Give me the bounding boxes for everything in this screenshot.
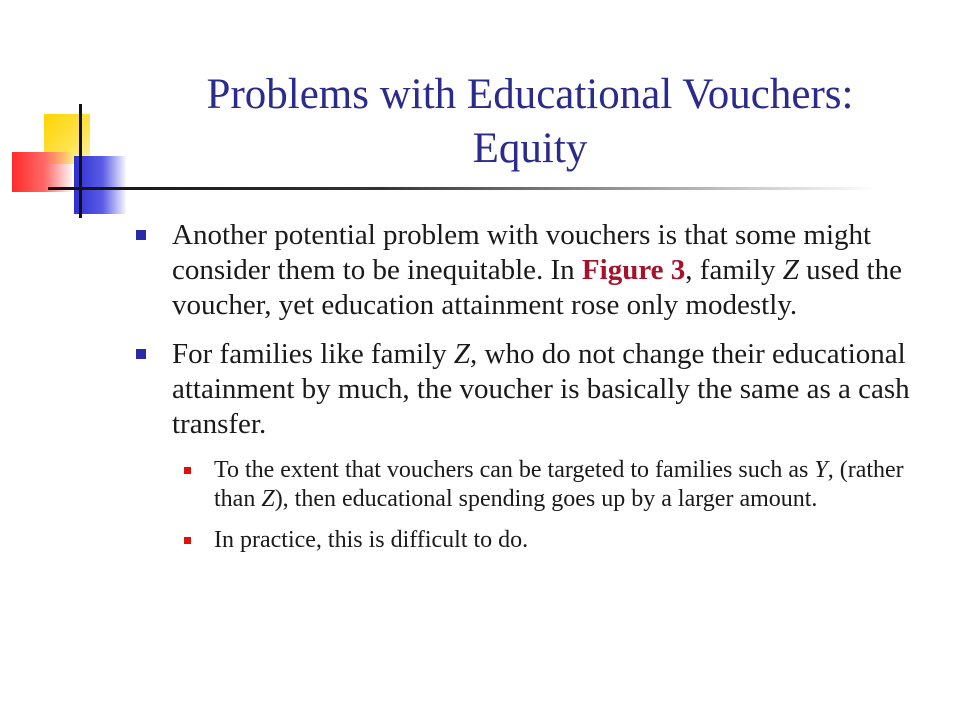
- variable-y: Y: [814, 457, 828, 483]
- square-bullet-icon: [136, 230, 146, 240]
- subbullet-item: [132, 526, 922, 555]
- subbullet-text: To the extent that vouchers can be targeted to families such as: [214, 457, 815, 483]
- slide-body: [132, 218, 922, 567]
- slide-title-line1: Problems with Educational Vouchers:: [206, 71, 854, 118]
- slide-title: [130, 68, 930, 176]
- variable-z: Z: [453, 338, 471, 370]
- red-square-decoration: [12, 152, 72, 192]
- subbullet-item: [132, 456, 922, 514]
- bullet-item: [132, 218, 922, 323]
- variable-z: Z: [261, 486, 275, 512]
- subbullet-text: ), then educational spending goes up by a larger amount.: [274, 486, 818, 512]
- bullet-text: used the voucher, yet education attainment rose only modestly.: [172, 254, 902, 321]
- square-subbullet-icon: [184, 537, 191, 544]
- bullet-text: For families like family: [172, 338, 454, 370]
- bullet-text: , family: [685, 254, 783, 286]
- square-subbullet-icon: [184, 467, 191, 474]
- bullet-text: , who do not change their educational attainment by much, the voucher is basically the same as a cash transfer.: [172, 338, 910, 440]
- subbullet-text: In practice, this is difficult to do.: [214, 527, 529, 553]
- variable-z: Z: [782, 254, 799, 286]
- slide-title-line2: Equity: [472, 125, 588, 172]
- subbullet-text: , (rather than: [214, 457, 904, 512]
- title-underline-rule: [48, 187, 878, 190]
- bullet-item: [132, 337, 922, 442]
- vertical-rule: [79, 104, 82, 218]
- bullet-text: Another potential problem with vouchers is that some might consider them to be inequitable. In: [172, 219, 872, 286]
- figure-reference: Figure 3: [581, 254, 686, 286]
- square-bullet-icon: [136, 349, 146, 359]
